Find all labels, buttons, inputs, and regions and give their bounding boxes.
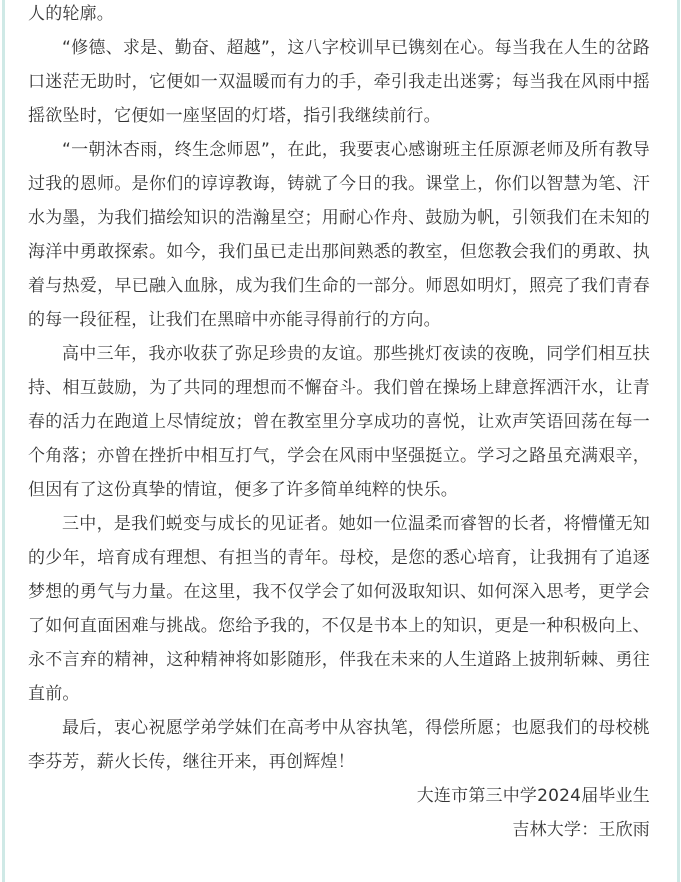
paragraph-teachers-gratitude: “一朝沐杏雨，终生念师恩”，在此，我要衷心感谢班主任原源老师及所有教导过我的恩师。是你们的谆谆教诲，铸就了今日的我。课堂上，你们以智慧为笔、汗水为墨，为我们描绘知识的浩瀚星空；用耐心作舟、鼓励为帆，引领我们在未知的海洋中勇敢探索。如今，我们虽已走出那间熟悉的教室，但您教会我们的勇敢、执着与热爱，早已融入血脉，成为我们生命的一部分。师恩如明灯，照亮了我们青春的每一段征程，让我们在黑暗中亦能寻得前行的方向。 (28, 140, 650, 330)
signature-school: 大连市第三中学2024届毕业生 (416, 786, 650, 806)
paragraph-alma-mater: 三中，是我们蜕变与成长的见证者。她如一位温柔而睿智的长者，将懵懂无知的少年，培育成有理想、有担当的青年。母校，是您的悉心培育，让我拥有了追逐梦想的勇气与力量。在这里，我不仅学会了如何汲取知识、如何深入思考，更学会了如何直面困难与挑战。您给予我的，不仅是书本上的知识，更是一种积极向上、永不言弃的精神，这种精神将如影随形，伴我在未来的人生道路上披荆斩棘、勇往直前。 (28, 514, 650, 704)
paragraph-closing-wishes: 最后，衷心祝愿学弟学妹们在高考中从容执笔，得偿所愿；也愿我们的母校桃李芬芳，薪火长传，继往开来，再创辉煌！ (28, 718, 650, 772)
right-border (677, 0, 680, 882)
paragraph-school-motto: “修德、求是、勤奋、超越”，这八字校训早已镌刻在心。每当我在人生的岔路口迷茫无助时，它便如一双温暖而有力的手，牵引我走出迷雾；每当我在风雨中摇摇欲坠时，它便如一座坚固的灯塔，指引我继续前行。 (28, 38, 650, 126)
signature-author: 吉林大学：王欣雨 (512, 820, 650, 840)
paragraph-ending-previous: 人的轮廓。 (28, 4, 114, 24)
article-body (28, 0, 650, 847)
left-border (2, 0, 5, 882)
paragraph-friendship: 高中三年，我亦收获了弥足珍贵的友谊。那些挑灯夜读的夜晚，同学们相互扶持、相互鼓励，为了共同的理想而不懈奋斗。我们曾在操场上肆意挥洒汗水，让青春的活力在跑道上尽情绽放；曾在教室里分享成功的喜悦，让欢声笑语回荡在每一个角落；亦曾在挫折中相互打气，学会在风雨中坚强挺立。学习之路虽充满艰辛，但因有了这份真挚的情谊，便多了许多简单纯粹的快乐。 (28, 344, 650, 500)
